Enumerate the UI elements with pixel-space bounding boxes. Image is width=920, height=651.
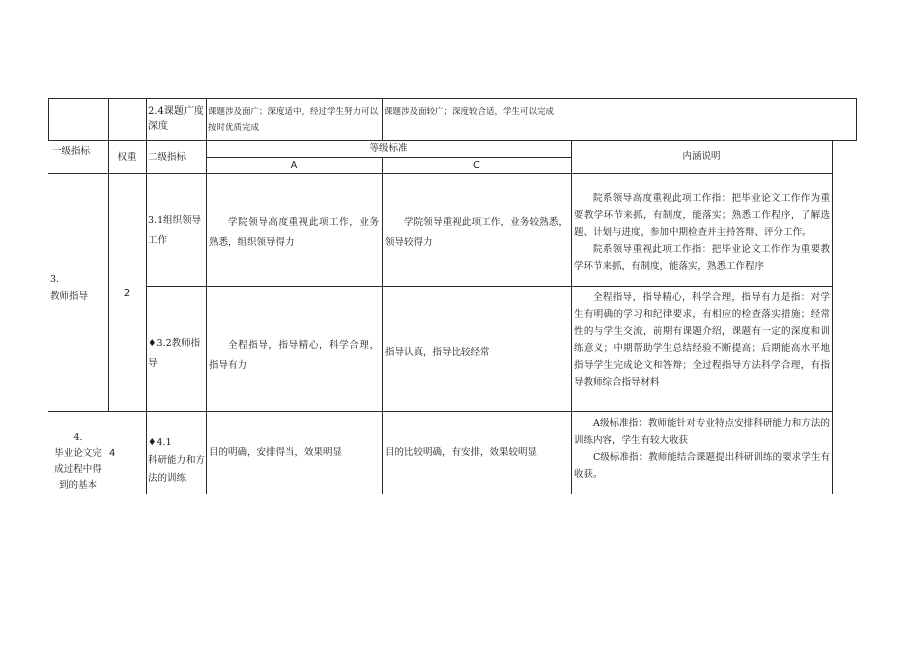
weight-3: 2 — [123, 288, 131, 299]
description-3-1-a: 院系领导高度重视此项工作指：把毕业论文工作作为重要教学环节来抓，有制度，能落实；熟悉工作程序，了解选题、计划与进度，参加中期检查并主持答辩、评分工作。 — [574, 193, 830, 238]
header-grade-standard: 等级标准 — [369, 143, 408, 154]
description-3-1 — [574, 190, 830, 275]
header-weight: 权重 — [117, 152, 137, 163]
grade-a-2-4: 课题涉及面广；深度适中，经过学生努力可以按时优质完成 — [208, 107, 379, 133]
grade-c-4-1: 目的比较明确，有安排，效果较明显 — [385, 447, 538, 458]
sub-indicator-3-2: ♦3.2教师指导 — [148, 338, 201, 369]
description-4-1 — [574, 415, 830, 483]
grade-c-3-1: 学院领导重视此项工作，业务较熟悉，领导较得力 — [385, 217, 568, 248]
description-4-1-c: C级标准指：教师能结合课题提出科研训练的要求学生有收获。 — [574, 452, 830, 480]
header-primary-indicator: 一级指标 — [52, 146, 91, 157]
grade-a-3-1: 学院领导高度重视此项工作，业务熟悉，组织领导得力 — [209, 217, 379, 248]
description-3-1-c: 院系领导重视此项工作指：把毕业论文工作作为重要教学环节来抓，有制度，能落实，熟悉工作程序 — [574, 244, 830, 272]
grade-a-4-1: 目的明确，安排得当，效果明显 — [209, 447, 343, 458]
description-3-2: 全程指导，指导精心，科学合理，指导有力是指：对学生有明确的学习和纪律要求，有相应的检查落实措施；经常性的与学生交流，前期有课题介绍，课题有一定的深度和训练意义；中期帮助学生总结经验不断提高；后期能高水平地指导学生完成论文和答辩；全过程指导方法科学合理，有指导教师综合指导材料 — [574, 292, 830, 388]
header-description: 内涵说明 — [682, 151, 721, 162]
sub-indicator-2-4: 2.4课题广度深度 — [148, 106, 204, 132]
description-4-1-a: A级标准指：教师能针对专业特点安排科研能力和方法的训练内容，学生有较大收获 — [574, 418, 830, 446]
grade-a-3-2: 全程指导，指导精心，科学合理，指导有力 — [209, 340, 379, 371]
header-grade-c: C — [473, 160, 480, 171]
sub-indicator-3-1: 3.1组织领导工作 — [148, 215, 202, 246]
sub-indicator-4-1: ♦4.1 科研能力和方法的训练 — [148, 437, 206, 484]
grade-c-3-2: 指导认真，指导比较经常 — [385, 347, 490, 358]
weight-4: 4 — [109, 448, 116, 459]
primary-indicator-3: 3. 教师指导 — [50, 274, 89, 302]
primary-indicator-4: 4. 毕业论文完成过程中得到的基本 — [54, 432, 102, 491]
header-grade-a: A — [290, 160, 298, 171]
grade-c-2-4: 课题涉及面较广；深度较合适，学生可以完成 — [384, 107, 555, 117]
header-secondary-indicator: 二级指标 — [148, 152, 187, 163]
